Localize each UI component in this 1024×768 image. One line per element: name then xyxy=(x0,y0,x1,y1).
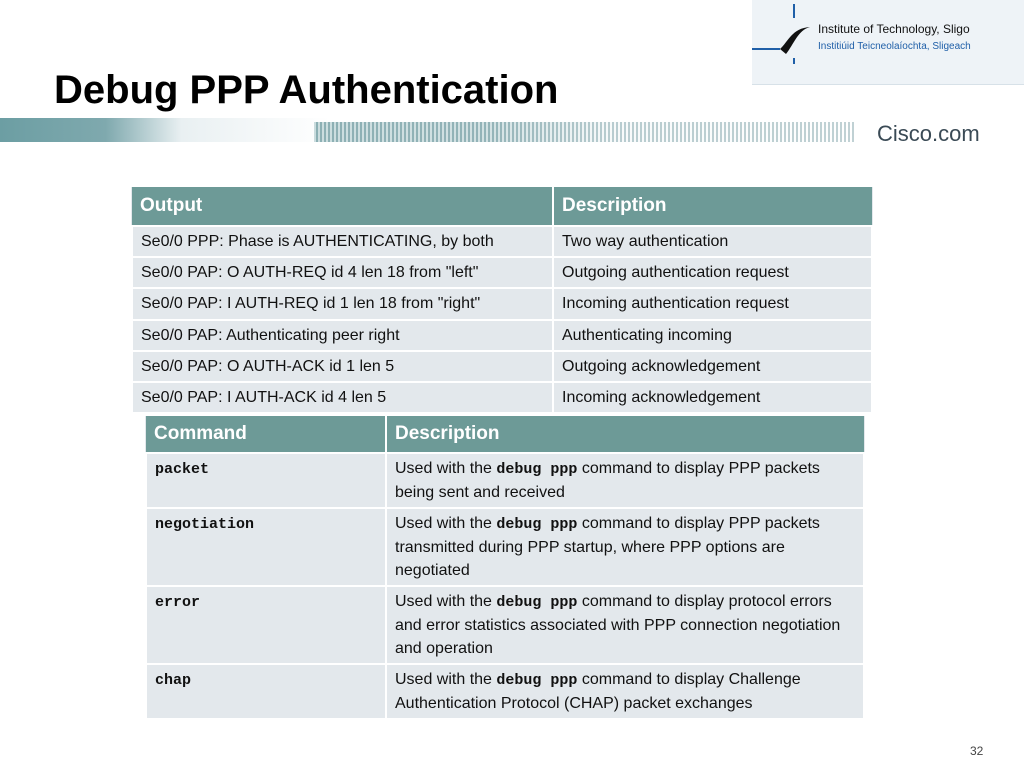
logo-name-irish: Institiúid Teicneolaíochta, Sligeach xyxy=(818,41,971,52)
command-table xyxy=(145,416,865,720)
column-header-description: Description xyxy=(553,187,872,226)
description-cell xyxy=(386,664,864,719)
table-row xyxy=(146,453,864,508)
table-row xyxy=(132,288,872,319)
command-name: error xyxy=(155,594,201,612)
header-banner xyxy=(0,118,1024,146)
description-cell: Incoming acknowledgement xyxy=(553,382,872,413)
description-text: command to display Challenge Authentication Protocol (CHAP) packet exchanges xyxy=(395,671,801,712)
output-cell: Se0/0 PPP: Phase is AUTHENTICATING, by both xyxy=(132,226,553,257)
table-header-row xyxy=(132,187,872,226)
table-row xyxy=(146,664,864,719)
command-cell xyxy=(146,586,386,664)
description-cell: Incoming authentication request xyxy=(553,288,872,319)
description-cell xyxy=(386,508,864,586)
output-cell: Se0/0 PAP: O AUTH-REQ id 4 len 18 from "left" xyxy=(132,257,553,288)
table-row xyxy=(132,226,872,257)
command-name: negotiation xyxy=(155,515,255,533)
command-cell xyxy=(146,508,386,586)
output-cell: Se0/0 PAP: Authenticating peer right xyxy=(132,320,553,351)
swoosh-logo-icon xyxy=(752,0,822,70)
table-row xyxy=(132,257,872,288)
slide-title: Debug PPP Authentication xyxy=(54,68,559,112)
output-cell: Se0/0 PAP: O AUTH-ACK id 1 len 5 xyxy=(132,351,553,382)
description-cell: Authenticating incoming xyxy=(553,320,872,351)
debug-ppp-code: debug ppp xyxy=(496,461,578,478)
debug-ppp-code: debug ppp xyxy=(496,672,578,690)
table-row xyxy=(146,508,864,586)
table-row xyxy=(132,382,872,413)
description-prefix: Used with the xyxy=(395,593,492,611)
command-name: packet xyxy=(155,461,210,478)
description-cell xyxy=(386,586,864,664)
output-table xyxy=(131,187,873,414)
description-text: command to display protocol errors and error statistics associated with PPP connection negotiation and operation xyxy=(395,593,841,657)
description-cell: Outgoing acknowledgement xyxy=(553,351,872,382)
description-text: command to display PPP packets transmitted during PPP startup, where PPP options are negotiated xyxy=(395,514,820,579)
description-cell xyxy=(386,453,864,508)
table-row xyxy=(132,320,872,351)
description-cell: Outgoing authentication request xyxy=(553,257,872,288)
column-header-description: Description xyxy=(386,416,864,453)
command-cell xyxy=(146,664,386,719)
logo-name-english: Institute of Technology, Sligo xyxy=(818,22,970,36)
page-number: 32 xyxy=(970,744,984,758)
description-prefix: Used with the xyxy=(395,671,492,689)
command-name: chap xyxy=(155,672,192,690)
column-header-command: Command xyxy=(146,416,386,453)
description-text: command to display PPP packets being sent and received xyxy=(395,460,820,501)
description-prefix: Used with the xyxy=(395,460,492,477)
description-cell: Two way authentication xyxy=(553,226,872,257)
table-header-row xyxy=(146,416,864,453)
command-cell xyxy=(146,453,386,508)
debug-ppp-code: debug ppp xyxy=(496,515,578,533)
description-prefix: Used with the xyxy=(395,514,492,532)
institute-logo xyxy=(752,0,1024,85)
output-cell: Se0/0 PAP: I AUTH-REQ id 1 len 18 from "right" xyxy=(132,288,553,319)
table-row xyxy=(146,586,864,664)
debug-ppp-code: debug ppp xyxy=(496,594,578,612)
column-header-output: Output xyxy=(132,187,553,226)
cisco-brand: Cisco.com xyxy=(877,121,980,146)
table-row xyxy=(132,351,872,382)
output-cell: Se0/0 PAP: I AUTH-ACK id 4 len 5 xyxy=(132,382,553,413)
